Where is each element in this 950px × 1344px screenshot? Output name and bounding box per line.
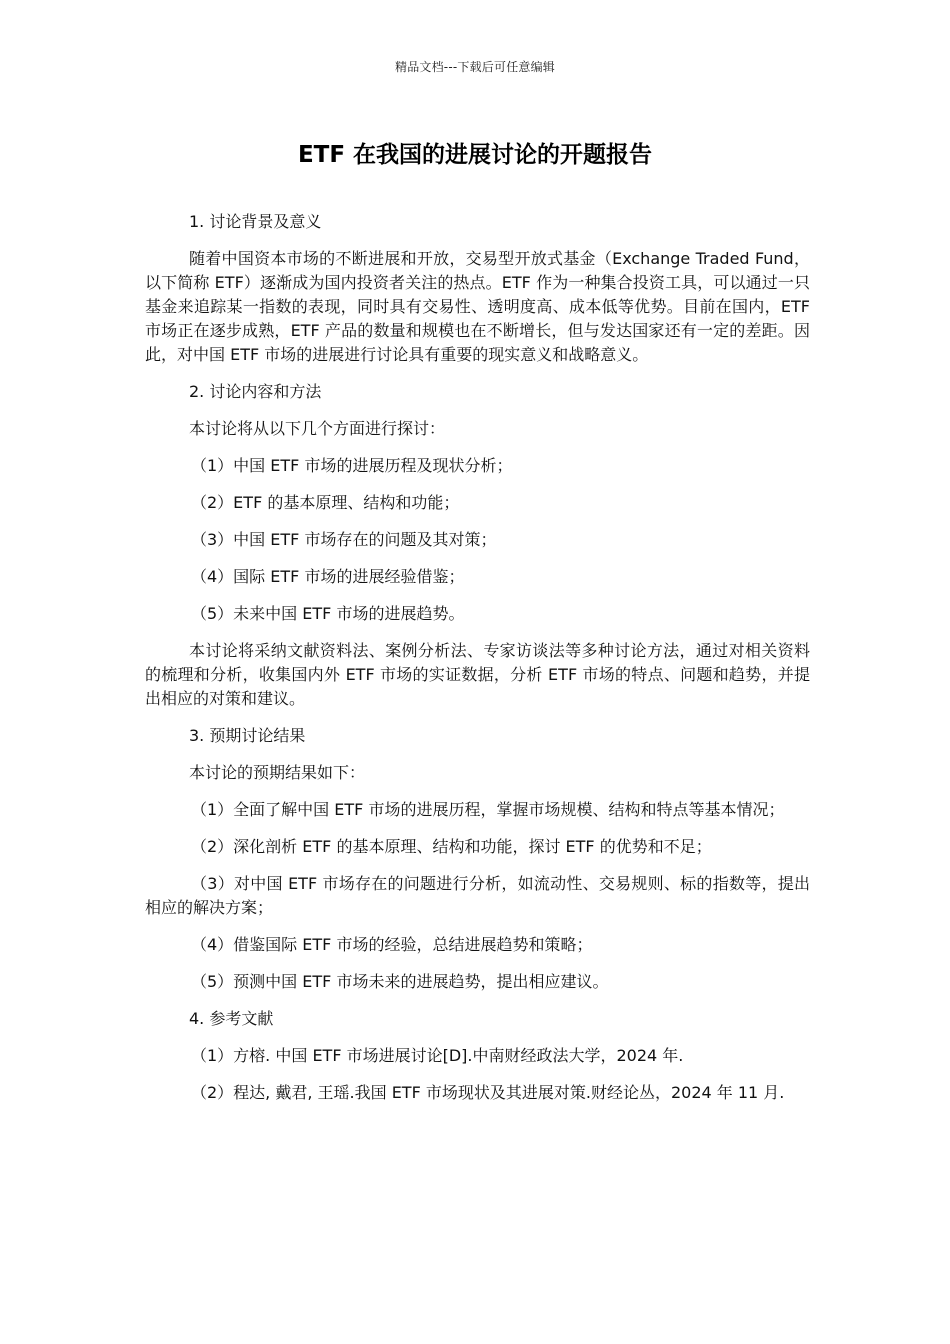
list-item: （3）中国 ETF 市场存在的问题及其对策； bbox=[191, 530, 497, 549]
list-item: （2）深化剖析 ETF 的基本原理、结构和功能，探讨 ETF 的优势和不足； bbox=[191, 837, 712, 856]
list-item: （1）全面了解中国 ETF 市场的进展历程，掌握市场规模、结构和特点等基本情况； bbox=[191, 800, 785, 819]
reference-item: （2）程达, 戴君, 王瑶.我国 ETF 市场现状及其进展对策.财经论丛，2024 年 11 月. bbox=[191, 1083, 785, 1102]
list-item: （1）中国 ETF 市场的进展历程及现状分析； bbox=[191, 456, 513, 475]
list-item: （2）ETF 的基本原理、结构和功能； bbox=[191, 493, 460, 512]
header-watermark: 精品文档---下载后可任意编辑 bbox=[395, 60, 555, 74]
body-paragraph: 本讨论将从以下几个方面进行探讨： bbox=[189, 419, 446, 438]
document-body bbox=[145, 210, 810, 1118]
body-paragraph: 本讨论的预期结果如下： bbox=[189, 763, 366, 782]
reference-item: （1）方榕. 中国 ETF 市场进展讨论[D].中南财经政法大学，2024 年. bbox=[191, 1046, 684, 1065]
section-heading: 1. 讨论背景及意义 bbox=[189, 212, 322, 231]
list-item: （5）未来中国 ETF 市场的进展趋势。 bbox=[191, 604, 465, 623]
list-item: （3）对中国 ETF 市场存在的问题进行分析，如流动性、交易规则、标的指数等，提出相应的解决方案； bbox=[145, 874, 810, 917]
list-item: （5）预测中国 ETF 市场未来的进展趋势，提出相应建议。 bbox=[191, 972, 609, 991]
section-heading: 2. 讨论内容和方法 bbox=[189, 382, 322, 401]
list-item: （4）国际 ETF 市场的进展经验借鉴； bbox=[191, 567, 465, 586]
document-title: ETF 在我国的进展讨论的开题报告 bbox=[297, 142, 653, 168]
body-paragraph: 本讨论将采纳文献资料法、案例分析法、专家访谈法等多种讨论方法，通过对相关资料的梳理和分析，收集国内外 ETF 市场的实证数据，分析 ETF 市场的特点、问题和趋势，并提出相应的对策和建议。 bbox=[145, 641, 810, 708]
list-item: （4）借鉴国际 ETF 市场的经验，总结进展趋势和策略； bbox=[191, 935, 593, 954]
body-paragraph: 随着中国资本市场的不断进展和开放，交易型开放式基金（Exchange Traded Fund，以下简称 ETF）逐渐成为国内投资者关注的热点。ETF 作为一种集合投资工具，可以通过一只基金来追踪某一指数的表现，同时具有交易性、透明度高、成本低等优势。目前在国内，ETF 市场正在逐步成熟，ETF 产品的数量和规模也在不断增长，但与发达国家还有一定的差距。因此，对中国 ETF 市场的进展进行讨论具有重要的现实意义和战略意义。 bbox=[145, 249, 810, 364]
section-heading: 3. 预期讨论结果 bbox=[189, 726, 306, 745]
section-heading: 4. 参考文献 bbox=[189, 1009, 274, 1028]
